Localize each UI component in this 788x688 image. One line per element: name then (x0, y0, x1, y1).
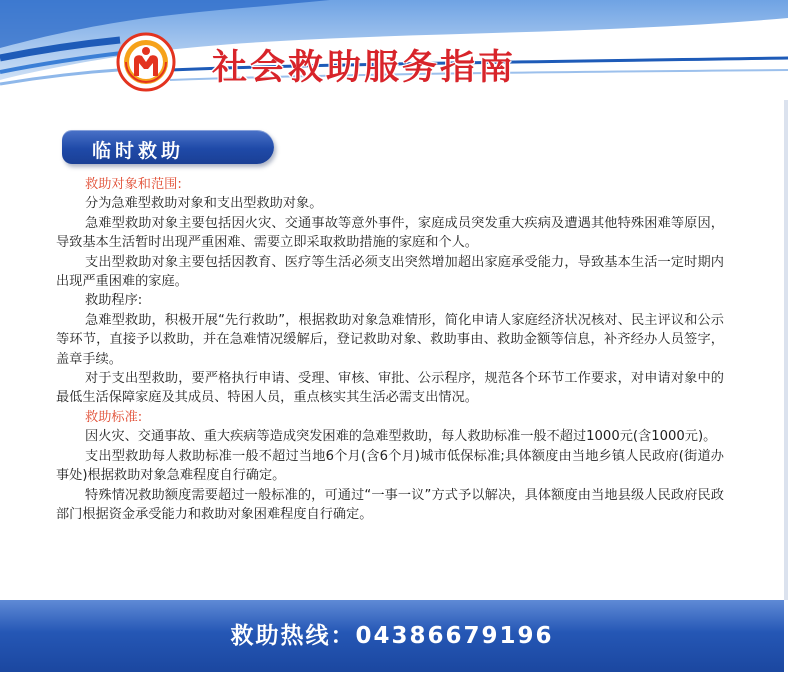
body-paragraph: 因火灾、交通事故、重大疾病等造成突发困难的急难型救助，每人救助标准一般不超过1000元(含1000元)。 (85, 429, 717, 445)
hotline-text: 救助热线：04386679196 (230, 623, 554, 649)
body-paragraph: 支出型救助对象主要包括因教育、医疗等生活必须支出突然增加超出家庭承受能力，导致基本生活一定时期内出现严重困难的家庭。 (56, 254, 724, 290)
body-paragraph: 对于支出型救助，要严格执行申请、受理、审核、审批、公示程序，规范各个环节工作要求，对申请对象中的最低生活保障家庭及其成员、特困人员，重点核实其生活必需支出情况。 (56, 371, 724, 406)
body-paragraph: 支出型救助每人救助标准一般不超过当地6个月(含6个月)城市低保标准;具体额度由当地乡镇人民政府(街道办事处)根据救助对象急难程度自行确定。 (56, 448, 724, 484)
document-title: 社会救助服务指南 (212, 47, 517, 88)
body-paragraph: 特殊情况救助额度需要超过一般标准的，可通过“一事一议”方式予以解决，具体额度由当地县级人民政府民政部门根据资金承受能力和救助对象困难程度自行确定。 (56, 487, 724, 522)
civil-affairs-emblem-icon (116, 32, 176, 92)
content-body (56, 175, 724, 524)
section-heading-eligibility: 救助对象和范围: (85, 177, 182, 192)
section-heading-standard: 救助标准: (85, 409, 143, 425)
footer-bottom-margin (0, 672, 788, 688)
body-paragraph: 急难型救助，积极开展“先行救助”，根据救助对象急难情形，简化申请人家庭经济状况核对、民主评议和公示等环节，直接予以救助，并在急难情况缓解后，登记救助对象、救助事由、救助金额等信息，补齐经办人员签字，盖章手续。 (56, 312, 724, 367)
body-paragraph: 急难型救助对象主要包括因火灾、交通事故等意外事件，家庭成员突发重大疾病及遭遇其他特殊困难等原因，导致基本生活暂时出现严重困难、需要立即采取救助措施的家庭和个人。 (56, 215, 724, 251)
section-tab-label: 临时救助 (92, 140, 185, 162)
right-edge-strip (784, 100, 788, 600)
body-paragraph: 分为急难型救助对象和支出型救助对象。 (85, 196, 323, 212)
section-heading-procedure: 救助程序: (85, 293, 143, 309)
